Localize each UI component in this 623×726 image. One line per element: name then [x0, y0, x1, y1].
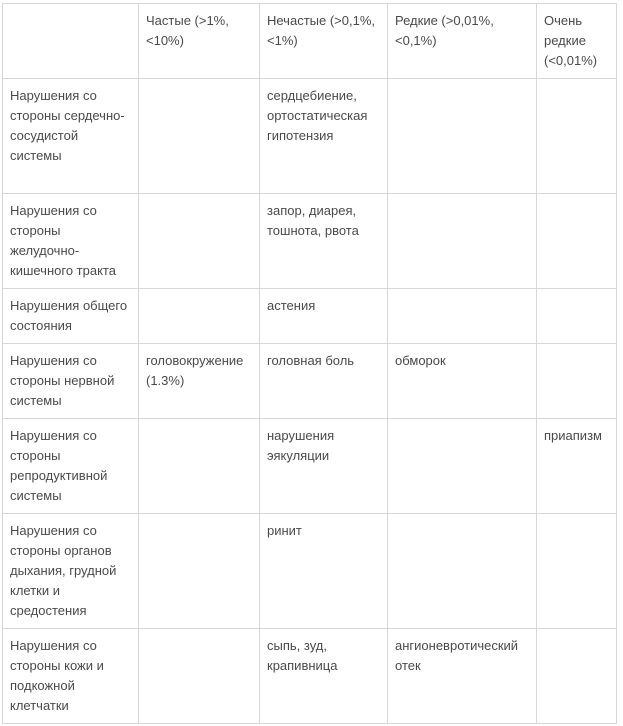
frequent-cell: [139, 514, 260, 629]
row-category-cell: Нарушения со стороны нервной системы: [3, 344, 139, 419]
rare-cell: [388, 79, 537, 194]
row-category-cell: Нарушения со стороны кожи и подкожной клетчатки: [3, 629, 139, 724]
infrequent-cell: сыпь, зуд, крапивница: [260, 629, 388, 724]
adverse-effects-table: [2, 3, 617, 724]
very-rare-cell: [537, 194, 617, 289]
infrequent-cell: астения: [260, 289, 388, 344]
header-cell-rare: Редкие (>0,01%, <0,1%): [388, 4, 537, 79]
rare-cell: ангионевротический отек: [388, 629, 537, 724]
rare-cell: [388, 194, 537, 289]
table-row: [3, 194, 617, 289]
very-rare-cell: [537, 629, 617, 724]
header-cell-very-rare: Очень редкие (<0,01%): [537, 4, 617, 79]
row-category-cell: Нарушения со стороны репродуктивной системы: [3, 419, 139, 514]
table-row: [3, 289, 617, 344]
table-row: [3, 514, 617, 629]
frequent-cell: [139, 629, 260, 724]
header-cell-frequent: Частые (>1%, <10%): [139, 4, 260, 79]
infrequent-cell: нарушения эякуляции: [260, 419, 388, 514]
row-category-cell: Нарушения со стороны сердечно-сосудистой системы: [3, 79, 139, 194]
header-cell-empty: [3, 4, 139, 79]
infrequent-cell: ринит: [260, 514, 388, 629]
frequent-cell: [139, 419, 260, 514]
very-rare-cell: [537, 79, 617, 194]
very-rare-cell: [537, 289, 617, 344]
infrequent-cell: головная боль: [260, 344, 388, 419]
frequent-cell: головокружение (1.3%): [139, 344, 260, 419]
frequent-cell: [139, 79, 260, 194]
rare-cell: [388, 419, 537, 514]
table-row: [3, 344, 617, 419]
infrequent-cell: сердцебиение, ортостатическая гипотензия: [260, 79, 388, 194]
rare-cell: обморок: [388, 344, 537, 419]
header-cell-infrequent: Нечастые (>0,1%, <1%): [260, 4, 388, 79]
very-rare-cell: приапизм: [537, 419, 617, 514]
frequent-cell: [139, 194, 260, 289]
table-row: [3, 629, 617, 724]
infrequent-cell: запор, диарея, тошнота, рвота: [260, 194, 388, 289]
table-row: [3, 79, 617, 194]
very-rare-cell: [537, 344, 617, 419]
table-row: [3, 419, 617, 514]
rare-cell: [388, 289, 537, 344]
row-category-cell: Нарушения со стороны желудочно-кишечного тракта: [3, 194, 139, 289]
row-category-cell: Нарушения со стороны органов дыхания, грудной клетки и средостения: [3, 514, 139, 629]
table-header-row: [3, 4, 617, 79]
very-rare-cell: [537, 514, 617, 629]
rare-cell: [388, 514, 537, 629]
frequent-cell: [139, 289, 260, 344]
row-category-cell: Нарушения общего состояния: [3, 289, 139, 344]
